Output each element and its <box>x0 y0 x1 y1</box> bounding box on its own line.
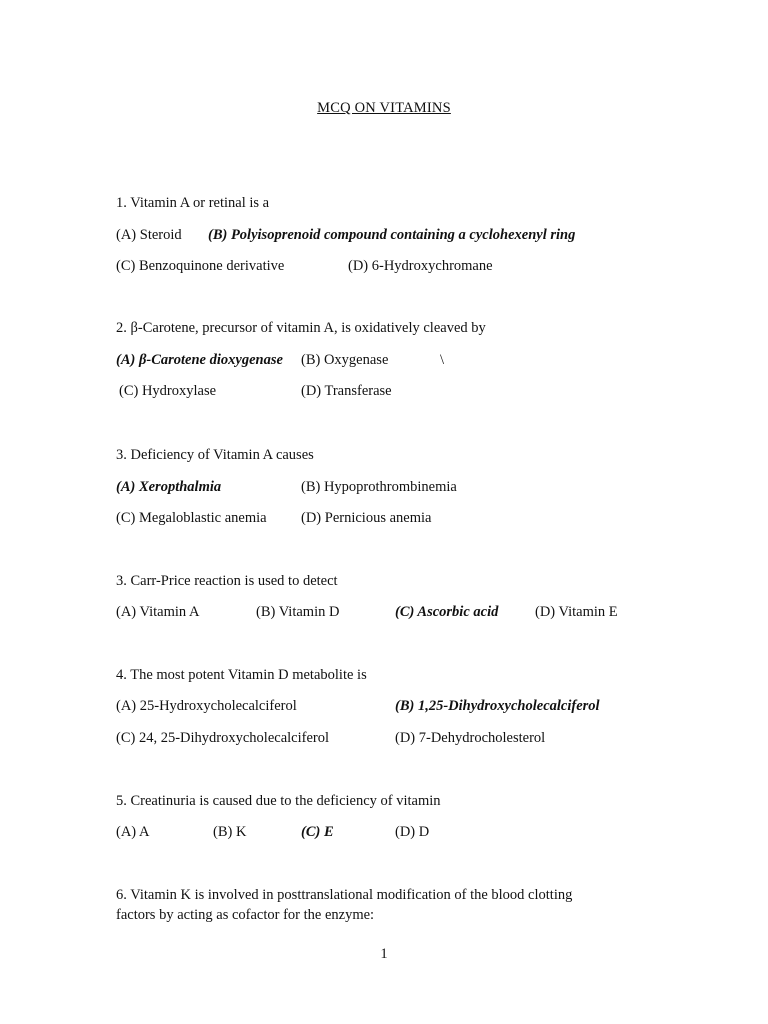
question-5-option-c-answer: (C) E <box>301 824 334 840</box>
question-6-stem-line-2: factors by acting as cofactor for the enzyme: <box>116 907 375 923</box>
question-4-option-b-answer: (B) 1,25-Dihydroxycholecalciferol <box>395 698 600 714</box>
question-5-option-b: (B) K <box>213 824 247 840</box>
question-4-option-d: (D) 7-Dehydrocholesterol <box>395 730 546 746</box>
question-6-stem-line-1: 6. Vitamin K is involved in posttranslational modification of the blood clotting <box>116 887 573 903</box>
question-2-stray-mark: \ <box>440 352 445 368</box>
question-3b-option-b: (B) Vitamin D <box>256 604 340 620</box>
page-number: 1 <box>380 946 388 962</box>
question-4-stem: 4. The most potent Vitamin D metabolite is <box>116 667 367 683</box>
question-2-option-a-answer: (A) β-Carotene dioxygenase <box>116 352 283 368</box>
question-3-option-b: (B) Hypoprothrombinemia <box>301 479 457 495</box>
question-1-option-a: (A) Steroid <box>116 227 182 243</box>
document-title: MCQ ON VITAMINS <box>317 100 451 116</box>
question-2-option-c: (C) Hydroxylase <box>119 383 217 399</box>
question-3b-option-d: (D) Vitamin E <box>535 604 618 620</box>
question-5-option-a: (A) A <box>116 824 150 840</box>
question-1-stem: 1. Vitamin A or retinal is a <box>116 195 270 211</box>
question-3-stem: 3. Deficiency of Vitamin A causes <box>116 447 314 463</box>
question-2-option-b: (B) Oxygenase <box>301 352 389 368</box>
question-3b-option-c-answer: (C) Ascorbic acid <box>395 604 499 620</box>
question-2-stem: 2. β-Carotene, precursor of vitamin A, is oxidatively cleaved by <box>116 320 486 336</box>
question-5-stem: 5. Creatinuria is caused due to the deficiency of vitamin <box>116 793 441 809</box>
question-1-option-d: (D) 6-Hydroxychromane <box>348 258 493 274</box>
question-1-option-b-answer: (B) Polyisoprenoid compound containing a cyclohexenyl ring <box>208 227 576 243</box>
question-4-option-a: (A) 25-Hydroxycholecalciferol <box>116 698 297 714</box>
question-5-option-d: (D) D <box>395 824 430 840</box>
question-2-option-d: (D) Transferase <box>301 383 392 399</box>
question-3-option-c: (C) Megaloblastic anemia <box>116 510 267 526</box>
question-4-option-c: (C) 24, 25-Dihydroxycholecalciferol <box>116 730 329 746</box>
question-1-option-c: (C) Benzoquinone derivative <box>116 258 285 274</box>
question-3-option-d: (D) Pernicious anemia <box>301 510 432 526</box>
question-3-option-a-answer: (A) Xeropthalmia <box>116 479 222 495</box>
question-3b-stem: 3. Carr-Price reaction is used to detect <box>116 573 338 589</box>
question-3b-option-a: (A) Vitamin A <box>116 604 200 620</box>
